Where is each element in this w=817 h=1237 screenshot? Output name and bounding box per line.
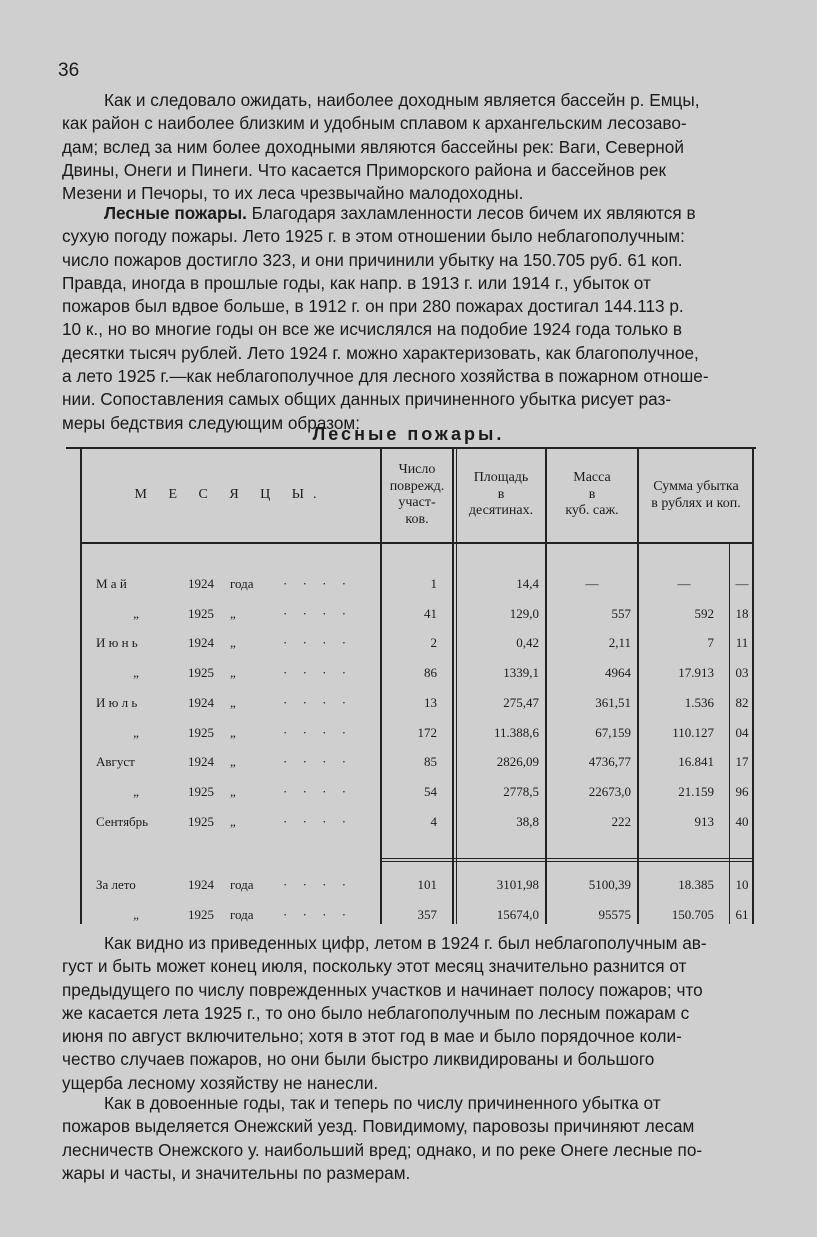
- cell-area: 11.388,6: [493, 724, 539, 740]
- header-line: десятинах.: [468, 503, 534, 518]
- cell-count: 85: [424, 754, 437, 770]
- text-line: пожаров был вдвое больше, в 1912 г. он при 280 пожарах достигал 144.113 р.: [62, 296, 684, 317]
- cell-rub: 592: [694, 605, 714, 621]
- cell-dot-leader: · · · ·: [283, 724, 353, 740]
- cell-suffix: „: [230, 694, 236, 710]
- header-line: в: [588, 486, 596, 502]
- cell-suffix: года: [230, 576, 254, 591]
- cell-area: 2778,5: [503, 783, 539, 799]
- text-line: жары и часты, и значительны по размерам.: [62, 1162, 411, 1183]
- cell-count: 357: [417, 907, 437, 922]
- cell-dot-leader: · · · ·: [283, 605, 353, 621]
- cell-kop: 10: [735, 877, 749, 892]
- cell-dot-leader: · · · ·: [283, 665, 353, 681]
- cell-year: 1925: [188, 605, 214, 621]
- col-rule: [637, 449, 639, 924]
- header-line: участ-: [398, 495, 436, 510]
- section-heading: Лесные пожары.: [104, 203, 247, 223]
- cell-area: 14,4: [516, 576, 539, 591]
- header-months: М Е С Я Ц Ы.: [134, 487, 326, 502]
- cell-rub: 16.841: [678, 754, 714, 770]
- cell-rub: 913: [694, 813, 714, 829]
- cell-count: 13: [424, 694, 437, 710]
- text-line: нии. Сопоставления самых общих данных причиненного убытка рисует раз-: [62, 389, 672, 410]
- cell-mass: 4964: [605, 665, 631, 681]
- cell-rub: 110.127: [672, 724, 714, 740]
- cell-kop: 11: [735, 635, 749, 651]
- totals-rule: [382, 861, 754, 862]
- cell-count: 41: [424, 605, 437, 621]
- cell-dot-leader: · · · ·: [283, 813, 353, 829]
- cell-kop: —: [735, 576, 749, 591]
- header-count: [382, 462, 452, 528]
- col-rule: [456, 449, 457, 924]
- cell-month: Сентябрь: [96, 813, 149, 829]
- cell-count: 1: [430, 576, 437, 591]
- text-line: как район с наиболее близким и удобным сплавом к архангельским лесозаво-: [62, 113, 687, 134]
- cell-dot-leader: · · · ·: [283, 783, 353, 799]
- cell-year: 1925: [188, 724, 214, 740]
- text-line: [62, 202, 780, 225]
- cell-year: 1924: [188, 694, 214, 710]
- cell-suffix: „: [230, 635, 236, 651]
- cell-dot-leader: · · · ·: [283, 754, 353, 770]
- text-line: чество случаев пожаров, но они были быстро ликвидированы и большого: [62, 1049, 655, 1070]
- cell-mass: 2,11: [608, 635, 631, 651]
- header-line: Площадь: [473, 470, 529, 485]
- cell-year: 1924: [188, 576, 214, 591]
- header-line: Сумма убытка: [653, 479, 739, 494]
- col-rule: [452, 449, 454, 924]
- header-area: [457, 470, 545, 520]
- cell-kop: 40: [735, 813, 749, 829]
- cell-count: 2: [430, 635, 437, 651]
- cell-count: 54: [424, 783, 437, 799]
- text-line: 10 к., но во многие годы он все же исчислялся на подобие 1924 года только в: [62, 319, 682, 340]
- cell-month: М а й: [96, 576, 127, 591]
- header-line: куб. саж.: [565, 503, 619, 518]
- text-line: ущерба лесному хозяйству не нанесли.: [62, 1072, 379, 1093]
- text-line: Двины, Онеги и Пинеги. Что касается Приморского района и бассейнов рек: [62, 159, 667, 180]
- cell-kop: 03: [735, 665, 749, 681]
- cell-rub: 1.536: [684, 694, 714, 710]
- cell-month: „: [133, 665, 139, 681]
- cell-kop: 82: [735, 694, 749, 710]
- paragraph-onega: [62, 1092, 780, 1185]
- cell-area: 129,0: [509, 605, 539, 621]
- cell-month: „: [133, 907, 139, 922]
- cell-year: 1925: [188, 813, 214, 829]
- cell-mass: 361,51: [595, 694, 631, 710]
- totals-rule: [382, 858, 754, 859]
- cell-area: 1339,1: [503, 665, 539, 681]
- cell-mass: —: [585, 576, 599, 591]
- cell-mass: 22673,0: [588, 783, 631, 799]
- cell-mass: 5100,39: [588, 877, 631, 892]
- cell-rub: 17.913: [678, 665, 714, 681]
- cell-rub: —: [677, 576, 691, 591]
- header-sum: [639, 479, 753, 512]
- cell-suffix: „: [230, 783, 236, 799]
- paragraph-intro: [62, 89, 780, 205]
- header-line: Число: [398, 462, 436, 477]
- text-line: число пожаров достигло 323, и они причинили убытку на 150.705 руб. 61 коп.: [62, 249, 683, 270]
- cell-kop: 96: [735, 783, 749, 799]
- table-left-rule: [80, 449, 82, 924]
- cell-area: 3101,98: [496, 877, 539, 892]
- cell-kop: 61: [735, 907, 749, 922]
- cell-rub: 21.159: [678, 783, 714, 799]
- cell-mass: 557: [611, 605, 631, 621]
- cell-mass: 67,159: [595, 724, 631, 740]
- paragraph-forest-fires: [62, 202, 780, 435]
- cell-area: 2826,09: [496, 754, 539, 770]
- cell-count: 101: [417, 877, 437, 892]
- cell-dot-leader: · · · ·: [283, 877, 353, 892]
- table-top-rule: [66, 447, 756, 449]
- text-line: густ и быть может конец июля, поскольку этот месяц значительно разнится от: [62, 956, 687, 977]
- text-line: дам; вслед за ним более доходными являются бассейны рек: Ваги, Северной: [62, 136, 684, 157]
- cell-year: 1925: [188, 783, 214, 799]
- cell-month: Август: [96, 754, 135, 770]
- cell-year: 1924: [188, 635, 214, 651]
- text-line: Правда, иногда в прошлые годы, как напр. в 1913 г. или 1914 г., убыток от: [62, 272, 651, 293]
- cell-dot-leader: · · · ·: [283, 635, 353, 651]
- text-line: а лето 1925 г.—как неблагополучное для лесного хозяйства в пожарном отноше-: [62, 366, 709, 387]
- cell-mass: 222: [611, 813, 631, 829]
- cell-kop: 17: [735, 754, 749, 770]
- cell-suffix: года: [230, 877, 254, 892]
- cell-rub: 150.705: [671, 907, 714, 922]
- header-line: ков.: [405, 511, 429, 527]
- text-line: сухую погоду пожары. Лето 1925 г. в этом отношении было неблагополучным:: [62, 226, 685, 247]
- cell-area: 275,47: [503, 694, 539, 710]
- cell-month: „: [133, 605, 139, 621]
- cell-year: 1924: [188, 877, 214, 892]
- cell-kop: 04: [735, 724, 749, 740]
- cell-dot-leader: · · · ·: [283, 907, 353, 922]
- cell-dot-leader: · · · ·: [283, 694, 353, 710]
- cell-dot-leader: · · · ·: [283, 576, 353, 591]
- text-fragment: Благодаря захламленности лесов бичем их являются в: [246, 203, 696, 223]
- text-line: пожаров выделяется Онежский уезд. Повидимому, паровозы причиняют лесам: [62, 1116, 695, 1137]
- cell-count: 86: [424, 665, 437, 681]
- text-line: Как и следовало ожидать, наиболее доходным является бассейн р. Емцы,: [104, 90, 700, 110]
- cell-count: 4: [430, 813, 437, 829]
- cell-kop: 18: [735, 605, 749, 621]
- text-line: десятки тысяч рублей. Лето 1924 г. можно характеризовать, как благополучное,: [62, 342, 699, 363]
- col-rule-kop: [729, 543, 730, 924]
- cell-month: И ю л ь: [96, 694, 138, 710]
- header-rule: [82, 542, 754, 544]
- cell-area: 0,42: [516, 635, 539, 651]
- cell-month: „: [133, 783, 139, 799]
- text-line: меры бедствия следующим образом:: [62, 412, 361, 433]
- table-right-rule: [752, 449, 754, 924]
- header-line: в рублях и коп.: [651, 495, 741, 511]
- cell-year: 1925: [188, 907, 214, 922]
- table-title: Лесные пожары.: [312, 424, 505, 444]
- text-line: Как в довоенные годы, так и теперь по числу причиненного убытка от: [104, 1093, 661, 1113]
- cell-suffix: года: [230, 907, 254, 922]
- cell-month: За лето: [96, 877, 136, 892]
- text-line: же касается лета 1925 г., то оно было неблагополучным по лесным пожарам с: [62, 1002, 690, 1023]
- cell-month: И ю н ь: [96, 635, 138, 651]
- cell-suffix: „: [230, 665, 236, 681]
- cell-month: „: [133, 724, 139, 740]
- header-line: поврежд.: [389, 478, 445, 494]
- header-line: в: [497, 486, 505, 502]
- cell-area: 38,8: [516, 813, 539, 829]
- cell-year: 1925: [188, 665, 214, 681]
- cell-area: 15674,0: [496, 907, 539, 922]
- paragraph-analysis: [62, 932, 780, 1095]
- text-line: Мезени и Печоры, то их леса чрезвычайно малодоходны.: [62, 183, 524, 204]
- header-line: Масса: [573, 470, 611, 485]
- text-line: июня по август включительно; хотя в этот год в мае и было порядочное коли-: [62, 1026, 682, 1047]
- text-line: лесничеств Онежского у. наибольший вред; однако, и по реке Онеге лесные по-: [62, 1139, 703, 1160]
- text-line: предыдущего по числу поврежденных участков и начинает полосу пожаров; что: [62, 979, 703, 1000]
- cell-rub: 7: [707, 635, 714, 651]
- col-rule: [545, 449, 547, 924]
- cell-mass: 95575: [598, 907, 631, 922]
- text-line: Как видно из приведенных цифр, летом в 1924 г. был неблагополучным ав-: [104, 933, 707, 953]
- cell-suffix: „: [230, 605, 236, 621]
- cell-mass: 4736,77: [588, 754, 631, 770]
- cell-suffix: „: [230, 754, 236, 770]
- page-number: 36: [58, 60, 80, 81]
- cell-year: 1924: [188, 754, 214, 770]
- cell-count: 172: [417, 724, 437, 740]
- header-mass: [547, 470, 637, 520]
- cell-rub: 18.385: [678, 877, 714, 892]
- cell-suffix: „: [230, 724, 236, 740]
- cell-suffix: „: [230, 813, 236, 829]
